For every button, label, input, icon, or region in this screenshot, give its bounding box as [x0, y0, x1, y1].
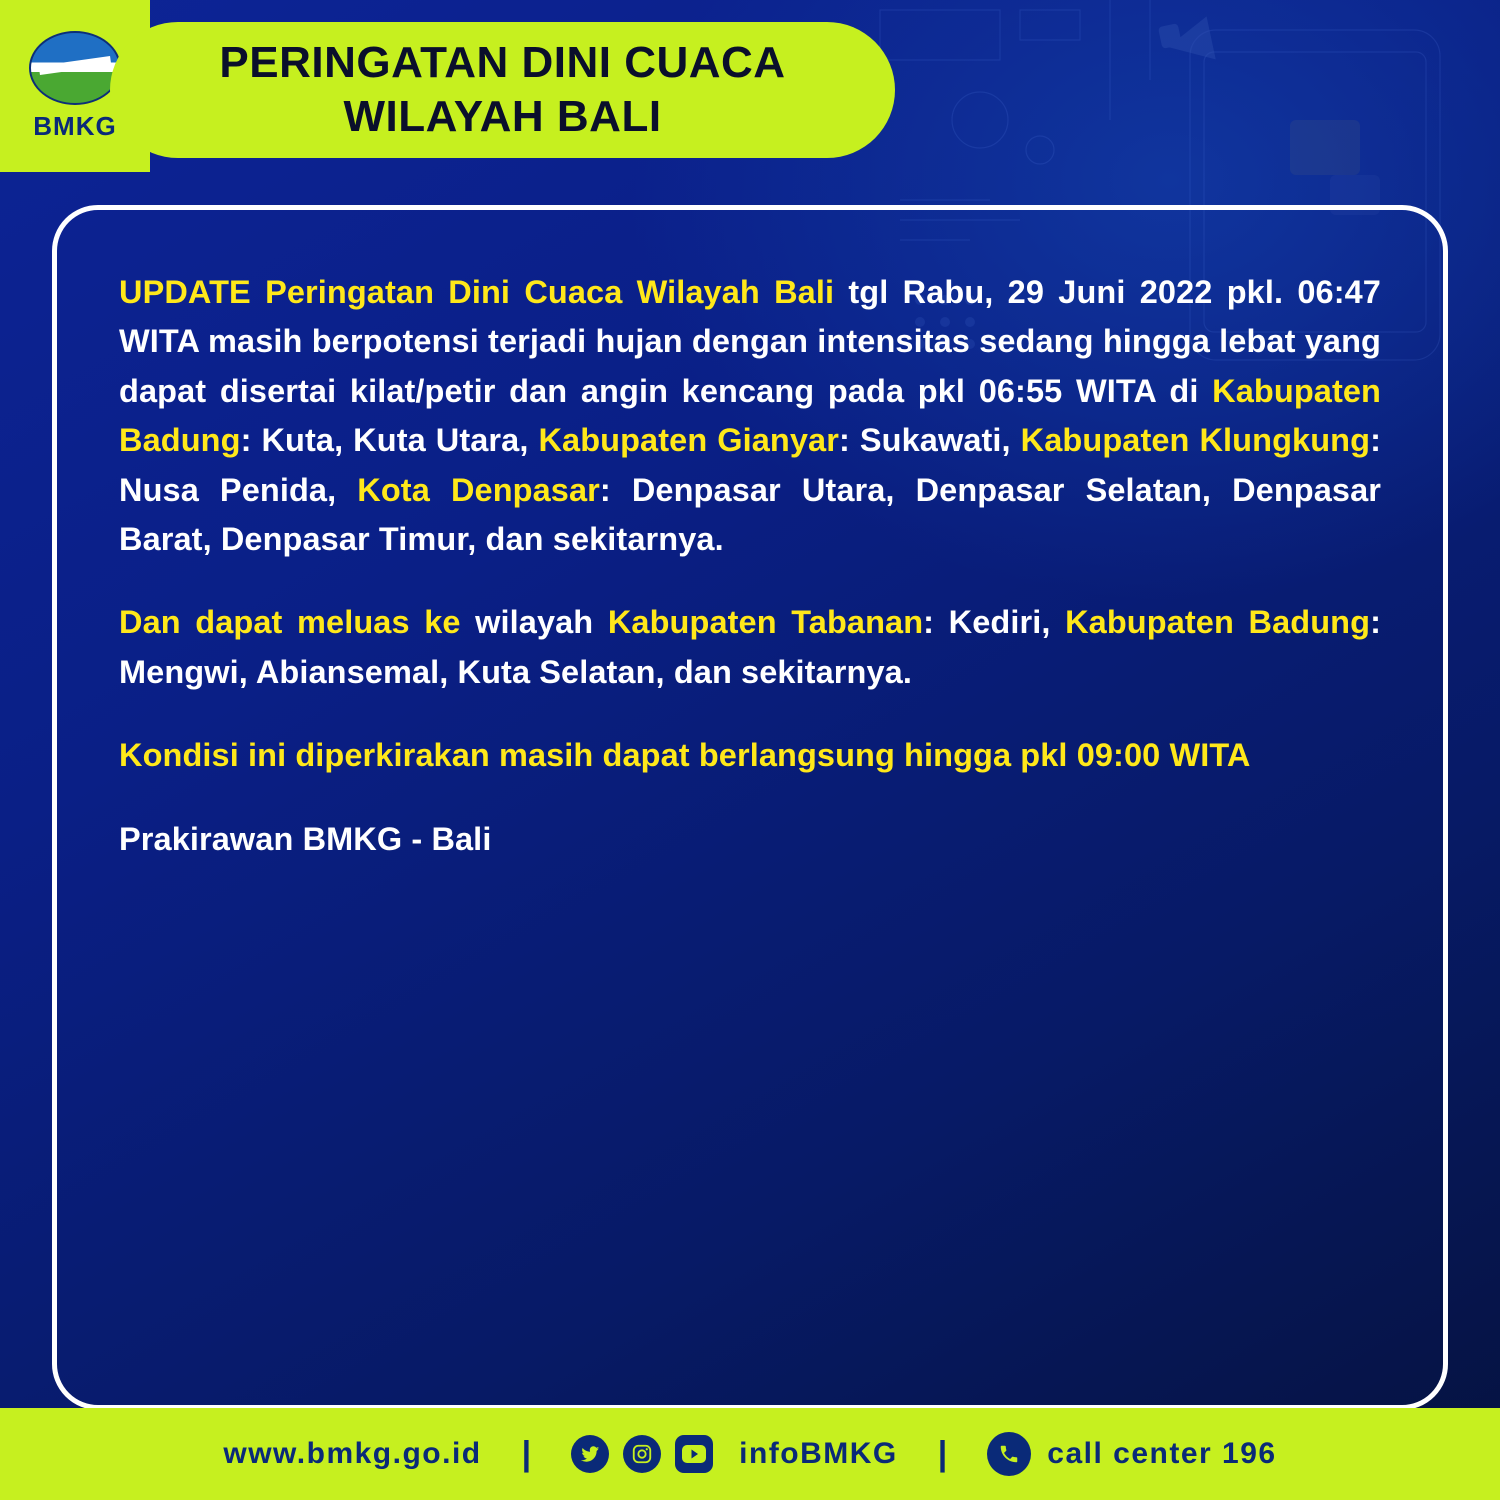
header: [0, 0, 1500, 175]
warning-body: [119, 268, 1381, 864]
footer-separator-2: |: [937, 1434, 948, 1473]
body-text-run: : Mengwi, Abiansemal, Kuta Selatan, dan sekitarnya.: [119, 604, 1381, 690]
paragraph-3: [119, 731, 1381, 780]
body-text-run: : Denpasar Utara, Denpasar Selatan, Denpasar Barat, Denpasar Timur, dan sekitarnya.: [119, 471, 1381, 557]
highlighted-text: Kabupaten Badung: [119, 372, 1381, 459]
footer: [0, 1408, 1500, 1500]
body-text-run: : Kuta, Kuta Utara,: [240, 422, 539, 459]
phone-icon: [987, 1432, 1031, 1476]
body-text-run: : Sukawati,: [838, 422, 1021, 459]
bmkg-logo-label: BMKG: [33, 110, 117, 141]
bmkg-logo-icon: [29, 31, 121, 105]
body-text-run: : Kediri,: [923, 604, 1066, 641]
instagram-icon[interactable]: [623, 1435, 661, 1473]
footer-call-center-label: call center 196: [1047, 1437, 1277, 1470]
highlighted-text: Kabupaten Klungkung: [1020, 422, 1371, 459]
twitter-icon[interactable]: [571, 1435, 609, 1473]
paragraph-1: [119, 268, 1381, 564]
highlighted-text: Kabupaten Badung: [1065, 604, 1371, 641]
warning-panel: [52, 205, 1448, 1410]
highlighted-text: Kota Denpasar: [357, 471, 600, 508]
page-title: [110, 22, 895, 158]
footer-call-center[interactable]: [987, 1432, 1276, 1476]
page-title-line1: PERINGATAN DINI CUACA: [219, 38, 786, 88]
highlighted-text: UPDATE Peringatan Dini Cuaca Wilayah Bali: [119, 274, 835, 310]
footer-social: [571, 1435, 713, 1473]
footer-social-handle[interactable]: infoBMKG: [739, 1437, 898, 1470]
youtube-icon[interactable]: [675, 1435, 713, 1473]
highlighted-text: Dan dapat meluas ke: [119, 604, 461, 641]
body-text-run: tgl Rabu, 29 Juni 2022 pkl. 06:47 WITA masih berpotensi terjadi hujan dengan intensitas sedang hingga lebat yang dapat disertai kilat/petir dan angin kencang pada pkl 06:55 WITA di: [119, 274, 1381, 409]
paragraph-4: [119, 815, 1381, 864]
highlighted-text: Kondisi ini diperkirakan masih dapat berlangsung hingga pkl 09:00 WITA: [119, 737, 1251, 774]
highlighted-text: Kabupaten Tabanan: [607, 604, 924, 641]
paragraph-2: [119, 598, 1381, 697]
body-text-run: : Nusa Penida,: [119, 422, 1381, 508]
body-text-run: wilayah: [460, 604, 608, 641]
footer-website[interactable]: www.bmkg.go.id: [223, 1437, 482, 1470]
footer-separator-1: |: [521, 1434, 532, 1473]
page-title-line2: WILAYAH BALI: [343, 92, 662, 141]
highlighted-text: Kabupaten Gianyar: [538, 422, 839, 459]
body-text-run: Prakirawan BMKG - Bali: [119, 820, 492, 857]
